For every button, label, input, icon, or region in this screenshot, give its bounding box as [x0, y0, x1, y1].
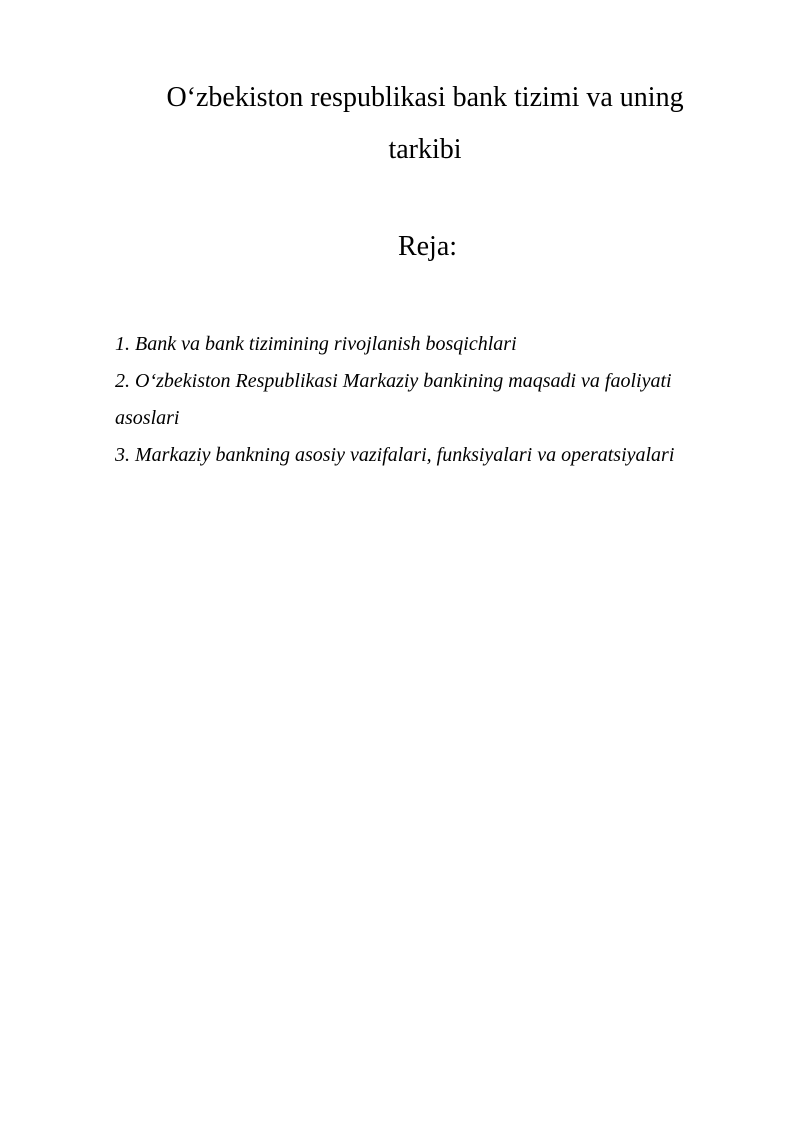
- document-title: [140, 72, 710, 176]
- plan-item-1: 1. Bank va bank tizimining rivojlanish bosqichlari: [115, 333, 517, 355]
- plan-item-2: 2. O‘zbekiston Respublikasi Markaziy bankining maqsadi va faoliyati asoslari: [115, 370, 672, 429]
- plan-heading: Reja:: [397, 231, 458, 262]
- document-title-line-2: tarkibi: [388, 134, 462, 165]
- plan-list: [115, 326, 725, 474]
- plan-item-3: 3. Markaziy bankning asosiy vazifalari, funksiyalari va operatsiyalari: [115, 444, 675, 466]
- document-title-line-1: O‘zbekiston respublikasi bank tizimi va uning: [166, 82, 684, 113]
